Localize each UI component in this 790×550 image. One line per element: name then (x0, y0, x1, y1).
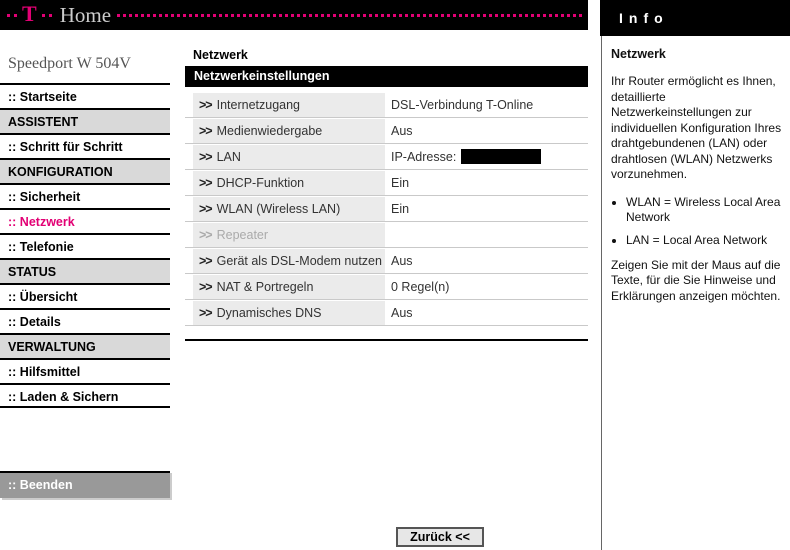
table-row (185, 248, 588, 274)
sidebar-item-sicherheit[interactable]: :: Sicherheit (0, 183, 170, 208)
logo-dot-icon (14, 14, 17, 17)
logo-dot-icon (49, 14, 52, 17)
table-row (185, 222, 588, 248)
row-link-dhcp-funktion[interactable] (193, 171, 385, 195)
row-value: Aus (391, 123, 413, 138)
info-panel-header: Info (600, 0, 790, 36)
redacted-ip-address (461, 149, 541, 164)
page-title: Netzwerk (193, 48, 248, 62)
main-content (185, 45, 588, 341)
info-bullet: • WLAN = Wireless Local Area Network (626, 195, 782, 225)
info-bullet-list (611, 195, 782, 248)
sidebar-section-verwaltung: VERWALTUNG (0, 333, 170, 358)
sidebar-item-beenden[interactable]: :: Beenden (0, 471, 170, 498)
row-label: WLAN (Wireless LAN) (216, 201, 341, 216)
chevrons-icon: >> (199, 279, 212, 294)
row-value: Aus (391, 305, 413, 320)
row-link-nat-portregeln[interactable] (193, 275, 385, 299)
sidebar-item-details[interactable]: :: Details (0, 308, 170, 333)
table-row (185, 170, 588, 196)
logo-dot-icon (7, 14, 10, 17)
table-row (185, 144, 588, 170)
row-label: Medienwiedergabe (216, 123, 323, 138)
settings-table (185, 92, 588, 326)
row-link-medienwiedergabe[interactable] (193, 119, 385, 143)
row-label: Gerät als DSL-Modem nutzen (216, 253, 382, 268)
sidebar-item-schritt-fuer-schritt[interactable]: :: Schritt für Schritt (0, 133, 170, 158)
row-value: 0 Regel(n) (391, 279, 450, 294)
sidebar-item-telefonie[interactable]: :: Telefonie (0, 233, 170, 258)
row-link-lan[interactable] (193, 145, 385, 169)
device-name: Speedport W 504V (8, 55, 131, 72)
dotted-line (117, 14, 583, 17)
sidebar-item-hilfsmittel[interactable]: :: Hilfsmittel (0, 358, 170, 383)
back-button[interactable]: Zurück << (396, 527, 484, 547)
row-value: Aus (391, 253, 413, 268)
sidebar-nav (0, 47, 170, 408)
section-header-bar: Netzwerkeinstellungen (185, 66, 588, 87)
row-value: DSL-Verbindung T-Online (391, 97, 534, 112)
table-row (185, 300, 588, 326)
info-panel (601, 36, 790, 550)
table-row (185, 196, 588, 222)
brand-header (0, 0, 588, 30)
info-intro-text: Ihr Router ermöglicht es Ihnen, detaillierte Netzwerkeinstellungen zur individuellen Konfiguration Ihres drahtgebundenen (LAN) oder drahtlosen (WLAN) Netzwerks vorzunehmen. (611, 74, 782, 181)
row-value: Ein (391, 201, 410, 216)
telekom-t-icon: T (22, 1, 37, 26)
row-link-wlan[interactable] (193, 197, 385, 221)
row-label: Internetzugang (216, 97, 301, 112)
info-bullet: • LAN = Local Area Network (626, 233, 782, 248)
row-label: Dynamisches DNS (216, 305, 322, 320)
chevrons-icon: >> (199, 149, 212, 164)
row-link-dsl-modem[interactable] (193, 249, 385, 273)
sidebar-item-netzwerk[interactable]: :: Netzwerk (0, 208, 170, 233)
info-title: Netzwerk (611, 47, 666, 61)
row-label: Repeater (216, 227, 269, 242)
row-link-dynamisches-dns[interactable] (193, 301, 385, 325)
sidebar-section-assistent: ASSISTENT (0, 108, 170, 133)
row-value: Ein (391, 175, 410, 190)
table-bottom-divider (185, 339, 588, 341)
table-row (185, 274, 588, 300)
table-row (185, 118, 588, 144)
chevrons-icon: >> (199, 97, 212, 112)
sidebar-item-laden-sichern[interactable]: :: Laden & Sichern (0, 383, 170, 408)
row-link-internetzugang[interactable] (193, 93, 385, 117)
t-home-logo (5, 1, 117, 27)
logo-dot-icon (42, 14, 45, 17)
sidebar-section-konfiguration: KONFIGURATION (0, 158, 170, 183)
chevrons-icon: >> (199, 253, 212, 268)
row-label: NAT & Portregeln (216, 279, 314, 294)
row-link-repeater-disabled (193, 223, 385, 247)
row-label: DHCP-Funktion (216, 175, 305, 190)
table-row (185, 92, 588, 118)
chevrons-icon: >> (199, 175, 212, 190)
sidebar-item-uebersicht[interactable]: :: Übersicht (0, 283, 170, 308)
info-hint-text: Zeigen Sie mit der Maus auf die Texte, für die Sie Hinweise und Erklärungen anzeigen möchten. (611, 257, 781, 303)
chevrons-icon: >> (199, 201, 212, 216)
chevrons-icon: >> (199, 305, 212, 320)
chevrons-icon: >> (199, 123, 212, 138)
sidebar-item-startseite[interactable]: :: Startseite (0, 83, 170, 108)
chevrons-icon: >> (199, 227, 212, 242)
brand-name: Home (59, 2, 112, 27)
row-value: IP-Adresse: (391, 149, 541, 164)
sidebar-section-status: STATUS (0, 258, 170, 283)
row-label: LAN (216, 149, 241, 164)
